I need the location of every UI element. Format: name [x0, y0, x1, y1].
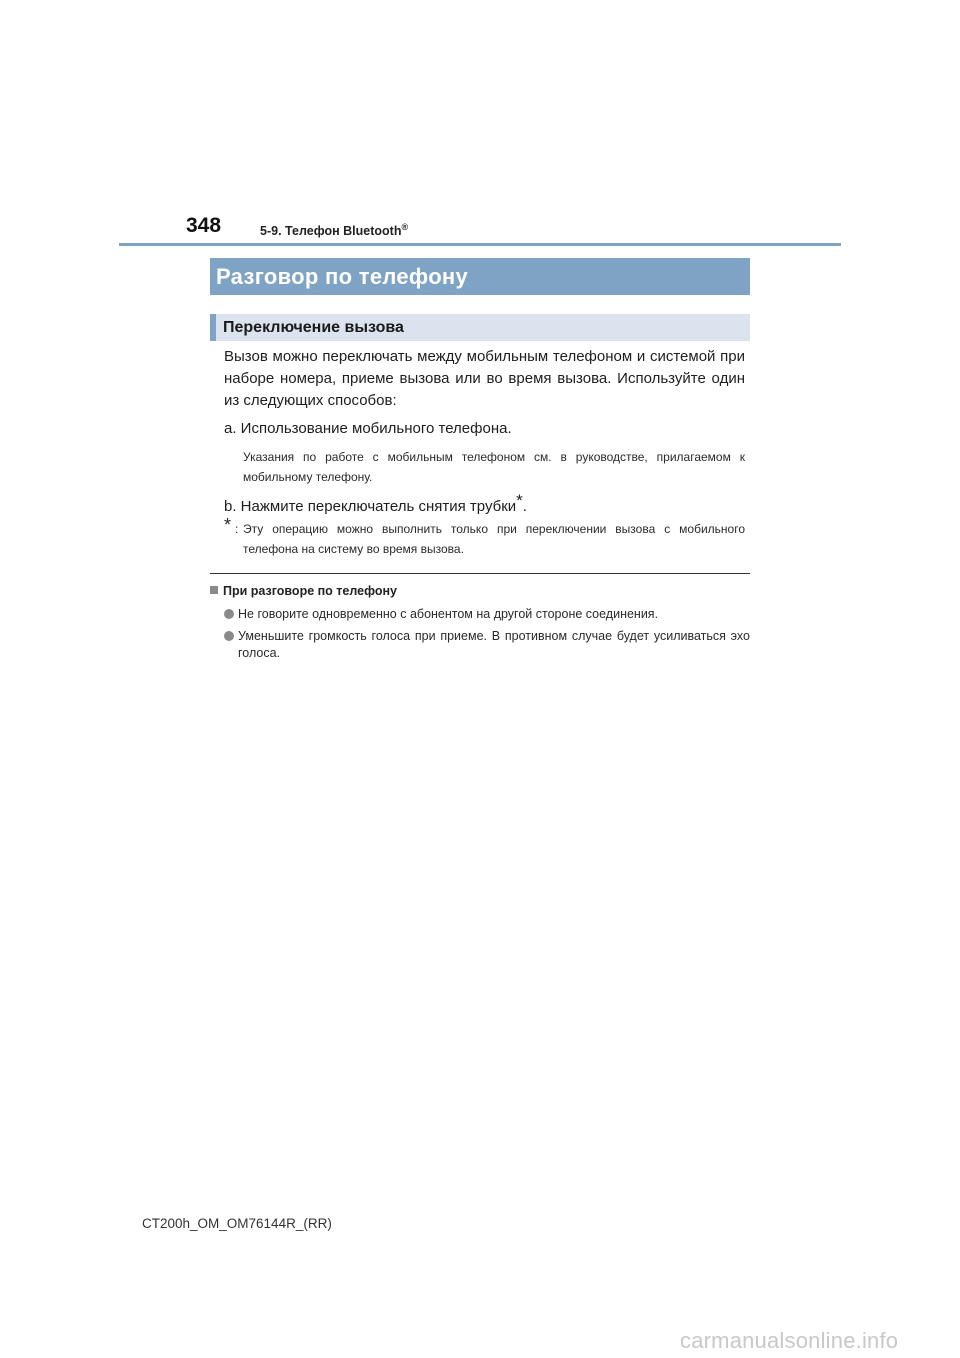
footnote-star: * — [224, 515, 232, 535]
circle-bullet-icon — [224, 609, 234, 619]
footnote-star-mark: * — [516, 491, 523, 510]
section-reference — [260, 222, 408, 238]
info-bullet — [224, 606, 750, 623]
section-reference-text: 5-9. Телефон Bluetooth — [260, 224, 402, 238]
option-a: a. Использование мобильного телефона. — [224, 420, 512, 437]
page-number: 348 — [186, 214, 222, 237]
watermark: carmanualsonline.info — [680, 1328, 899, 1353]
option-b-period: . — [522, 498, 527, 515]
document-code: CT200h_OM_OM76144R_(RR) — [142, 1216, 332, 1231]
intro-paragraph: Вызов можно переключать между мобильным телефоном и системой при наборе номера, приеме вызова или во время вызова. Используйте один из следующих способов: — [224, 348, 745, 409]
header-divider — [119, 243, 841, 246]
circle-bullet-icon — [224, 631, 234, 641]
subsection-band — [210, 314, 750, 341]
info-bullet — [224, 628, 750, 662]
info-heading — [210, 584, 397, 598]
page-title: Разговор по телефону — [216, 264, 469, 289]
footnote — [224, 515, 745, 559]
option-b — [224, 491, 527, 517]
info-bullet-text: Уменьшите громкость голоса при приеме. В противном случае будет усиливаться эхо голоса. — [238, 629, 750, 660]
info-heading-text: При разговоре по телефону — [223, 584, 397, 598]
page-title-band — [210, 258, 750, 295]
subsection-title: Переключение вызова — [223, 319, 404, 336]
registered-mark: ® — [401, 222, 409, 232]
section-divider — [210, 573, 750, 574]
footnote-text: Эту операцию можно выполнить только при переключении вызова с мобильного телефона на систему во время вызова. — [243, 522, 745, 556]
option-b-text: b. Нажмите переключатель снятия трубки — [224, 498, 517, 515]
footnote-colon: : — [235, 522, 239, 536]
square-bullet-icon — [210, 586, 218, 594]
option-a-note: Указания по работе с мобильным телефоном см. в руководстве, прилагаемом к мобильному телефону. — [243, 450, 745, 484]
info-bullet-text: Не говорите одновременно с абонентом на другой стороне соединения. — [238, 607, 659, 621]
